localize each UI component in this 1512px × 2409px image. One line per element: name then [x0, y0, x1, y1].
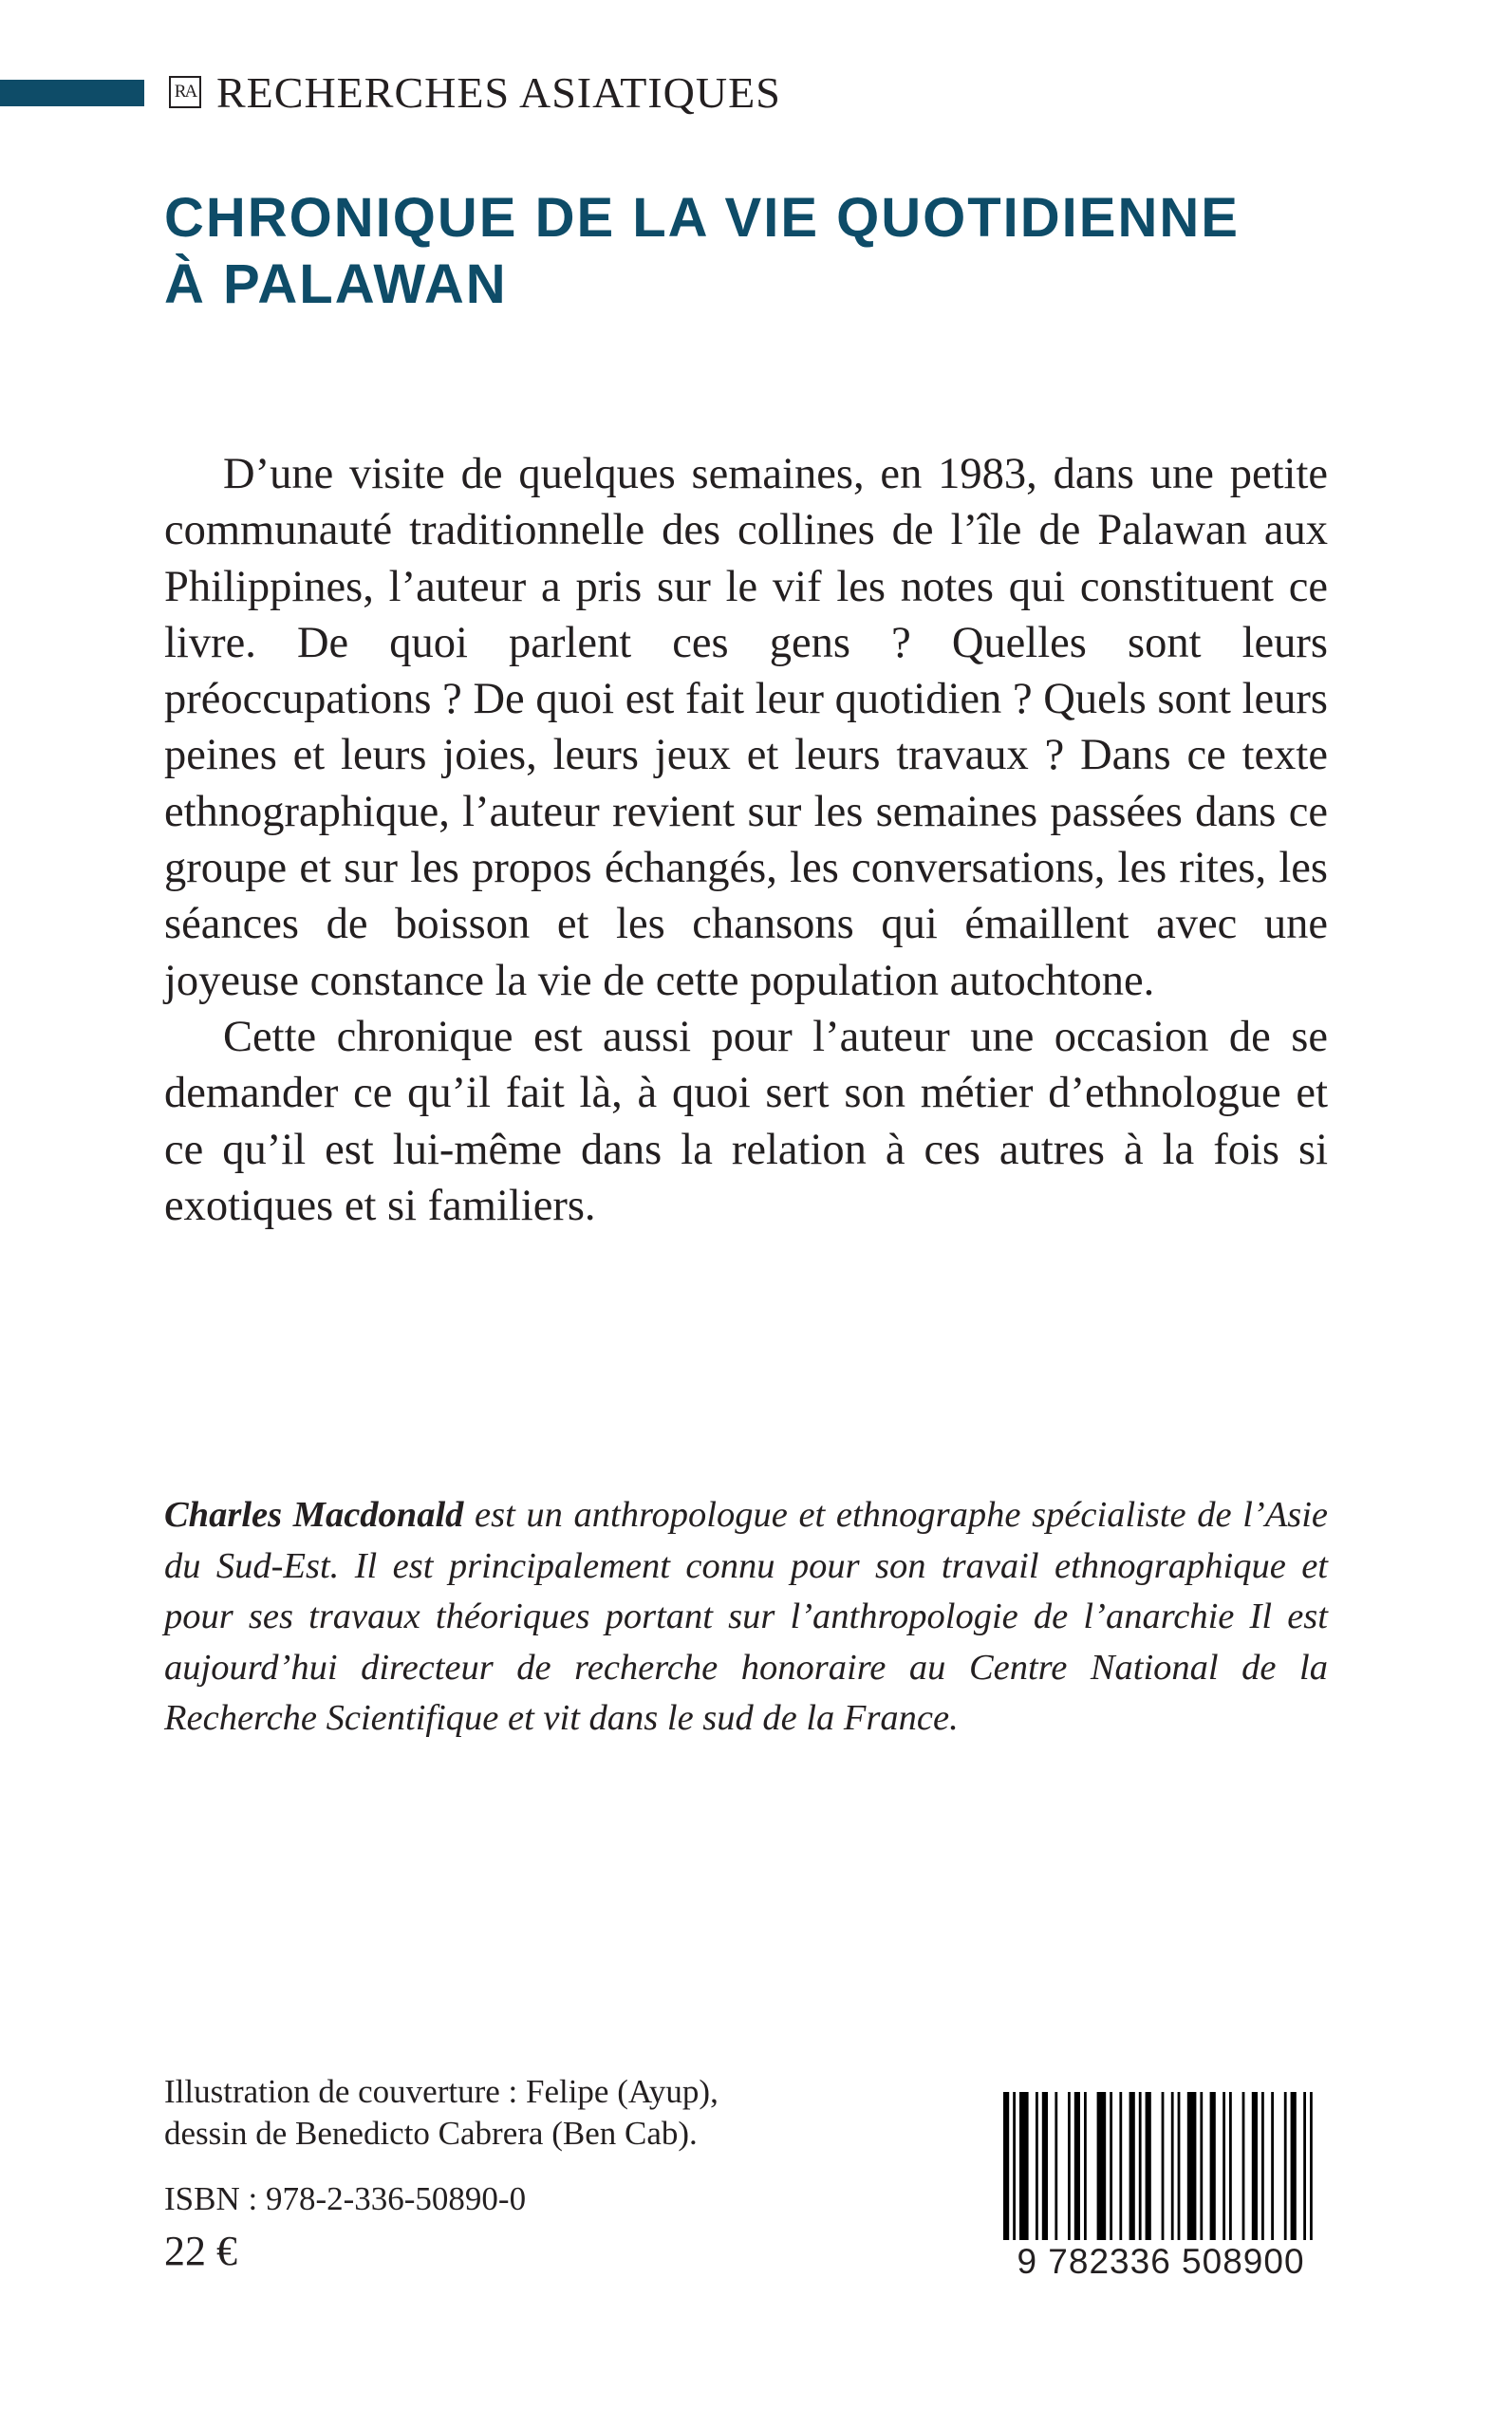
- blurb-paragraph-1: D’une visite de quelques semaines, en 1983, dans une petite communauté traditionnelle des collines de l’île de Palawan aux Philippines, l’auteur a pris sur le vif les notes qui constituent ce livre. De quoi parlent ces gens ? Quelles sont leurs préoccupations ? De quoi est fait leur quotidien ? Quels sont leurs peines et leurs joies, leurs jeux et leurs travaux ? Dans ce texte ethnographique, l’auteur revient sur les semaines passées dans ce groupe et sur les propos échangés, les conversations, les rites, les séances de boisson et les chansons qui émaillent avec une joyeuse constance la vie de cette population autochtone.: [164, 450, 1328, 1005]
- barcode-bar: [1284, 2092, 1287, 2240]
- publisher-logo-icon: RA: [169, 76, 201, 108]
- barcode-bar: [1074, 2092, 1080, 2240]
- barcode-bar: [1013, 2092, 1016, 2240]
- barcode-bar: [1146, 2092, 1151, 2240]
- book-title: [164, 185, 1379, 318]
- barcode-bar: [1119, 2092, 1122, 2240]
- barcode-bar: [1261, 2092, 1264, 2240]
- barcode-bar: [1036, 2092, 1038, 2240]
- barcode-bar: [1210, 2092, 1216, 2240]
- barcode-bar: [1187, 2092, 1197, 2240]
- barcode-bar: [1178, 2092, 1181, 2240]
- back-cover-blurb: [164, 446, 1328, 1234]
- barcode-bar: [1068, 2092, 1071, 2240]
- book-title-line-2: À PALAWAN: [164, 253, 508, 315]
- barcode-bar: [1055, 2092, 1057, 2240]
- author-bio: [164, 1490, 1328, 1745]
- book-title-line-1: CHRONIQUE DE LA VIE QUOTIDIENNE: [164, 187, 1240, 249]
- barcode-bar: [1139, 2092, 1142, 2240]
- barcode-bar: [1223, 2092, 1225, 2240]
- price: 22 €: [164, 2228, 237, 2274]
- barcode-bar: [1171, 2092, 1174, 2240]
- barcode-bar: [1084, 2092, 1087, 2240]
- barcode-digits: 9 782336 508900: [1017, 2242, 1305, 2281]
- barcode-bar: [1019, 2092, 1029, 2240]
- barcode-bar: [1129, 2092, 1135, 2240]
- barcode-bars-icon: [999, 2088, 1322, 2245]
- isbn: ISBN : 978-2-336-50890-0: [164, 2180, 527, 2217]
- cover-illustration-credits: [164, 2071, 829, 2155]
- barcode-bar: [1303, 2092, 1306, 2240]
- barcode: [999, 2088, 1322, 2288]
- author-bio-text: est un anthropologue et ethnographe spécialiste de l’Asie du Sud-Est. Il est principalement connu pour son travail ethnographique et pour ses travaux théoriques portant sur l’anthropologie de l’anarchie Il est aujourd’hui directeur de recherche honoraire au Centre National de la Recherche Scientifique et vit dans le sud de la France.: [164, 1495, 1328, 1739]
- series-name: RECHERCHES ASIATIQUES: [216, 68, 781, 117]
- barcode-bar: [1291, 2092, 1297, 2240]
- credits-line-1: Illustration de couverture : Felipe (Ayup),: [164, 2073, 719, 2110]
- barcode-bar: [1003, 2092, 1009, 2240]
- barcode-bar: [1310, 2092, 1313, 2240]
- barcode-bar: [1097, 2092, 1107, 2240]
- series-accent-bar: [0, 80, 144, 106]
- blurb-paragraph-2: Cette chronique est aussi pour l’auteur une occasion de se demander ce qu’il fait là, à quoi sert son métier d’ethnologue et ce qu’il est lui-même dans la relation à ces autres à la fois si exotiques et si familiers.: [164, 1012, 1328, 1230]
- barcode-bar: [1242, 2092, 1245, 2240]
- author-name: Charles Macdonald: [164, 1495, 464, 1535]
- barcode-bar: [1200, 2092, 1203, 2240]
- credits-line-2: dessin de Benedicto Cabrera (Ben Cab).: [164, 2115, 698, 2152]
- barcode-bar: [1110, 2092, 1112, 2240]
- barcode-bar: [1042, 2092, 1048, 2240]
- barcode-bar: [1252, 2092, 1258, 2240]
- barcode-bar: [1162, 2092, 1165, 2240]
- barcode-bar: [1271, 2092, 1274, 2240]
- barcode-bar: [1229, 2092, 1232, 2240]
